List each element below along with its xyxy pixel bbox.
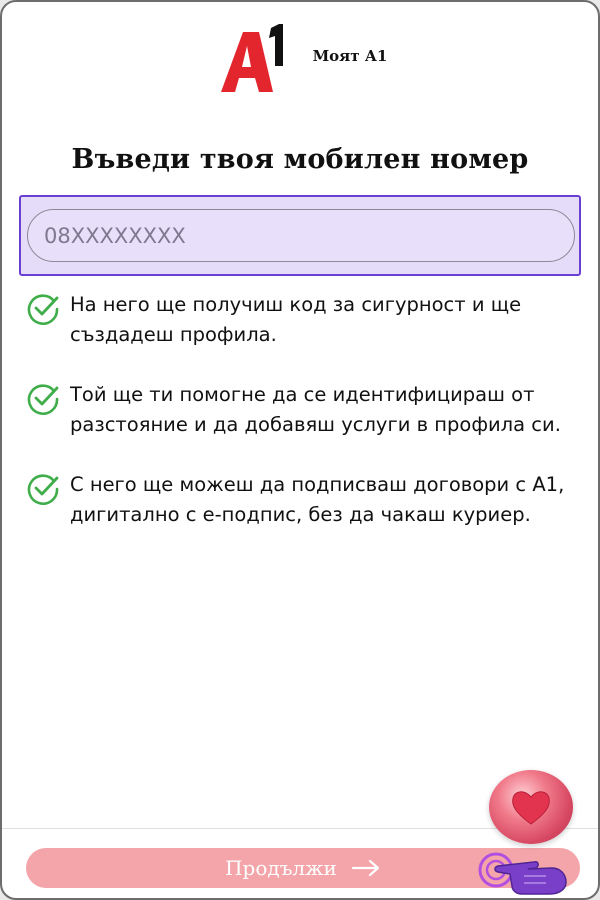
benefit-text: На него ще получиш код за сигурност и ще създадеш профила. (70, 293, 522, 346)
benefit-text: С него ще можеш да подписваш договори с А1, дигитално с е-подпис, без да чакаш куриер. (70, 473, 565, 526)
benefit-item (26, 380, 578, 440)
continue-label: Продължи (225, 856, 337, 880)
phone-number-input[interactable] (27, 209, 575, 262)
svg-text:A1: A1 (212, 22, 214, 23)
a1-logo (213, 22, 295, 98)
heart-bubble[interactable] (489, 770, 573, 844)
app-title: Моят А1 (312, 47, 388, 65)
header (2, 20, 598, 100)
pointing-hand-icon (474, 840, 574, 896)
check-circle-icon (26, 472, 60, 506)
benefit-text: Той ще ти помогне да се идентифицираш от разстояние и да добавяш услуги в профила си. (70, 383, 561, 436)
check-circle-icon (26, 292, 60, 326)
benefit-item (26, 470, 578, 530)
benefits-list (26, 290, 578, 560)
arrow-right-icon (351, 859, 381, 877)
heart-icon (509, 787, 553, 827)
phone-input-container (19, 195, 581, 276)
check-circle-icon (26, 382, 60, 416)
benefit-item (26, 290, 578, 350)
page-title: Въведи твоя мобилен номер (71, 144, 529, 175)
